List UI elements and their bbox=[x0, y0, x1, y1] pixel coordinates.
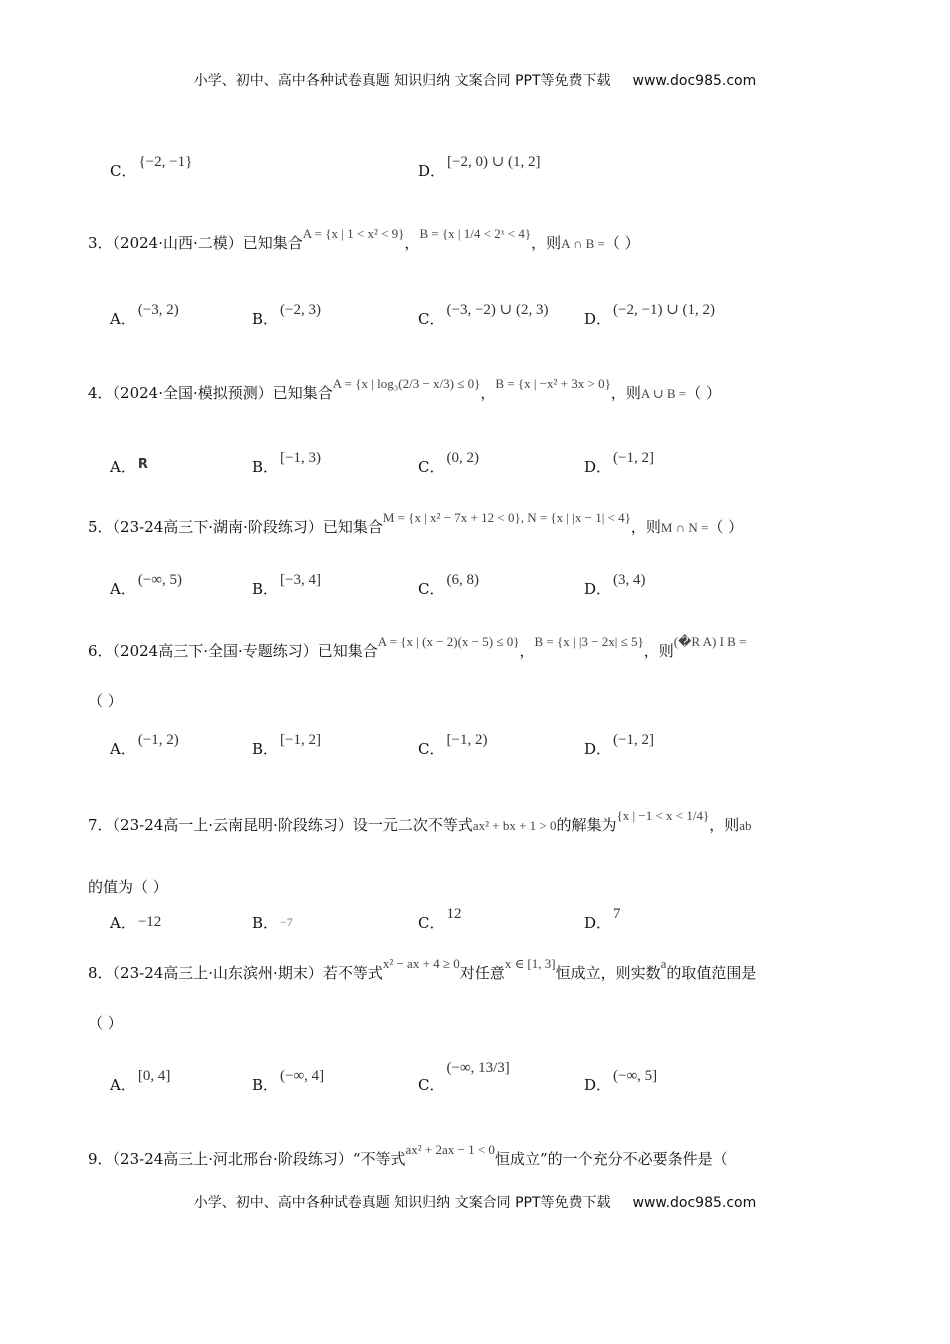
header-text: 小学、初中、高中各种试卷真题 知识归纳 文案合同 PPT等免费下载 bbox=[193, 73, 611, 89]
q7-option-b[interactable]: B． −7 bbox=[252, 914, 293, 932]
header-url[interactable]: www.doc985.com bbox=[632, 73, 757, 89]
q6-paren: （ ） bbox=[88, 692, 123, 710]
q7-option-d[interactable]: D． 7 bbox=[584, 906, 621, 932]
q8-option-a[interactable]: A． [0, 4] bbox=[110, 1068, 171, 1094]
q3-set-a: A = {x | 1 < x² < 9} bbox=[302, 226, 405, 241]
q2-option-d[interactable]: D． [−2, 0) ∪ (1, 2] bbox=[418, 154, 541, 180]
q3-set-b: B = {x | 1/4 < 2ˣ < 4} bbox=[419, 226, 532, 241]
q6-stem: 6．（2024高三下·全国·专题练习）已知集合A = {x | (x − 2)(x − 5) ≤ 0}，B = {x | |3 − 2x| ≤ 5}，则(�R A) I B = bbox=[88, 634, 747, 660]
footer-url[interactable]: www.doc985.com bbox=[632, 1195, 757, 1211]
q8-stem: 8．（23-24高三上·山东滨州·期末）若不等式x² − ax + 4 ≥ 0对任意x ∈ [1, 3]恒成立，则实数a的取值范围是 bbox=[88, 956, 757, 982]
q4-set-a: A = {x | log₃(2/3 − x/3) ≤ 0} bbox=[332, 376, 481, 391]
q6-option-a[interactable]: A． (−1, 2) bbox=[110, 732, 179, 758]
q3-option-a[interactable]: A． (−3, 2) bbox=[110, 302, 179, 328]
q7-option-a[interactable]: A． −12 bbox=[110, 914, 162, 932]
q7-inequality: ax² + bx + 1 > 0 bbox=[472, 818, 557, 833]
q5-expr: M ∩ N = bbox=[660, 520, 709, 535]
q8-option-c[interactable]: C．(−∞, 13/3] bbox=[418, 1060, 510, 1094]
q6-option-c[interactable]: C． [−1, 2) bbox=[418, 732, 488, 758]
q8-range: x ∈ [1, 3] bbox=[504, 956, 556, 971]
q6-option-d[interactable]: D． (−1, 2] bbox=[584, 732, 654, 758]
q2-option-c-value: {−2, −1} bbox=[138, 154, 193, 170]
q3-stem: 3．（2024·山西·二模）已知集合A = {x | 1 < x² < 9}，B = {x | 1/4 < 2ˣ < 4}，则A ∩ B =（ ） bbox=[88, 226, 640, 252]
footer-text: 小学、初中、高中各种试卷真题 知识归纳 文案合同 PPT等免费下载 bbox=[193, 1195, 611, 1211]
q8-option-b[interactable]: B． (−∞, 4] bbox=[252, 1068, 325, 1094]
q3-option-c[interactable]: C． (−3, −2) ∪ (2, 3) bbox=[418, 302, 549, 328]
q8-inequality: x² − ax + 4 ≥ 0 bbox=[382, 956, 460, 971]
q3-expr: A ∩ B = bbox=[561, 236, 605, 251]
q9-stem: 9．（23-24高三上·河北邢台·阶段练习）“不等式ax² + 2ax − 1 < 0恒成立”的一个充分不必要条件是（ bbox=[88, 1142, 728, 1168]
q2-option-d-value: [−2, 0) ∪ (1, 2] bbox=[447, 154, 541, 170]
q7-tail: 的值为（ ） bbox=[88, 878, 168, 896]
q7-option-c[interactable]: C． 12 bbox=[418, 906, 462, 932]
q8-option-d[interactable]: D． (−∞, 5] bbox=[584, 1068, 658, 1094]
q8-var: a bbox=[660, 956, 667, 971]
q6-expr: (�R A) I B = bbox=[673, 634, 747, 649]
q2-option-c[interactable]: C． {−2, −1} bbox=[110, 154, 193, 180]
page-header bbox=[0, 70, 950, 90]
q6-option-b[interactable]: B． [−1, 2] bbox=[252, 732, 321, 758]
q4-option-b[interactable]: B． [−1, 3) bbox=[252, 450, 321, 476]
q5-sets: M = {x | x² − 7x + 12 < 0}, N = {x | |x − 1| < 4} bbox=[382, 510, 631, 525]
q8-paren: （ ） bbox=[88, 1014, 123, 1032]
q4-option-a[interactable]: A． R bbox=[110, 457, 148, 476]
q5-option-a[interactable]: A． (−∞, 5) bbox=[110, 572, 182, 598]
q5-option-b[interactable]: B． [−3, 4] bbox=[252, 572, 321, 598]
q4-expr: A ∪ B = bbox=[640, 386, 687, 401]
q5-option-c[interactable]: C． (6, 8) bbox=[418, 572, 479, 598]
q3-option-b[interactable]: B． (−2, 3) bbox=[252, 302, 321, 328]
page-footer bbox=[0, 1192, 950, 1212]
q7-stem: 7．（23-24高一上·云南昆明·阶段练习）设一元二次不等式ax² + bx + 1 > 0的解集为{x | −1 < x < 1/4}，则ab bbox=[88, 808, 752, 834]
q7-expr: ab bbox=[739, 818, 752, 833]
q6-set-b: B = {x | |3 − 2x| ≤ 5} bbox=[534, 634, 644, 649]
q4-option-c[interactable]: C． (0, 2) bbox=[418, 450, 479, 476]
q4-stem: 4．（2024·全国·模拟预测）已知集合A = {x | log₃(2/3 − x/3) ≤ 0}，B = {x | −x² + 3x > 0}，则A ∪ B =（ ） bbox=[88, 376, 721, 402]
q9-inequality: ax² + 2ax − 1 < 0 bbox=[405, 1142, 495, 1157]
q4-set-b: B = {x | −x² + 3x > 0} bbox=[495, 376, 611, 391]
q5-option-d[interactable]: D． (3, 4) bbox=[584, 572, 646, 598]
q3-option-d[interactable]: D． (−2, −1) ∪ (1, 2) bbox=[584, 302, 715, 328]
q4-option-d[interactable]: D． (−1, 2] bbox=[584, 450, 654, 476]
q5-stem: 5．（23-24高三下·湖南·阶段练习）已知集合M = {x | x² − 7x + 12 < 0}, N = {x | |x − 1| < 4}，则M ∩ N =（ ） bbox=[88, 510, 744, 536]
q7-solution-set: {x | −1 < x < 1/4} bbox=[616, 808, 710, 823]
q6-set-a: A = {x | (x − 2)(x − 5) ≤ 0} bbox=[377, 634, 520, 649]
